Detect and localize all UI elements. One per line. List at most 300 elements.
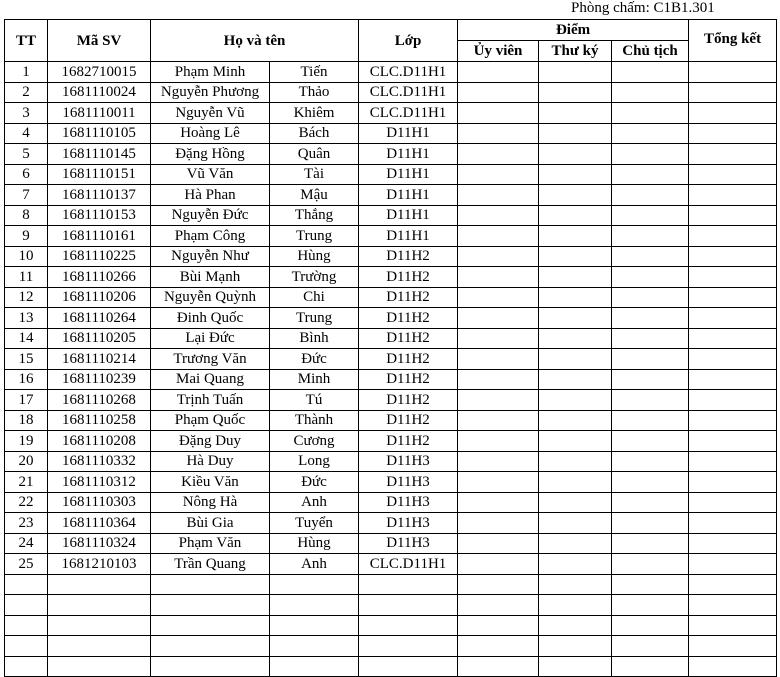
cell-ten: Anh (270, 492, 359, 513)
cell-thu-ky[interactable] (539, 492, 612, 513)
cell-tt: 4 (5, 123, 48, 144)
header-ho-va-ten: Họ và tên (151, 20, 359, 62)
cell-uy-vien[interactable] (458, 226, 539, 247)
cell-ho: Mai Quang (151, 369, 270, 390)
cell-lop: D11H2 (359, 267, 458, 288)
cell-chu-tich[interactable] (612, 451, 689, 472)
cell-ten: Trung (270, 308, 359, 329)
cell-tong-ket[interactable] (689, 533, 777, 554)
table-row (5, 267, 777, 288)
cell-uy-vien[interactable] (458, 451, 539, 472)
table-row (5, 513, 777, 534)
cell-uy-vien[interactable] (458, 390, 539, 411)
cell-ho: Hoàng Lê (151, 123, 270, 144)
cell-ma-sv: 1681110205 (48, 328, 151, 349)
cell-uy-vien[interactable] (458, 410, 539, 431)
cell-ho: Phạm Văn (151, 533, 270, 554)
cell-ho: Bùi Gia (151, 513, 270, 534)
cell-uy-vien[interactable] (458, 431, 539, 452)
cell-tt: 15 (5, 349, 48, 370)
cell-tt: 17 (5, 390, 48, 411)
table-row (5, 185, 777, 206)
cell-lop: D11H1 (359, 123, 458, 144)
cell-tt: 7 (5, 185, 48, 206)
cell-tt: 25 (5, 554, 48, 575)
table-row (5, 390, 777, 411)
cell-uy-vien[interactable] (458, 287, 539, 308)
cell-chu-tich[interactable] (612, 308, 689, 329)
cell-uy-vien[interactable] (458, 472, 539, 493)
cell-tong-ket[interactable] (689, 287, 777, 308)
cell-chu-tich[interactable] (612, 185, 689, 206)
cell-ma-sv: 1681110206 (48, 287, 151, 308)
cell-thu-ky[interactable] (539, 369, 612, 390)
cell-chu-tich[interactable] (612, 554, 689, 575)
cell-ho: Hà Phan (151, 185, 270, 206)
cell-thu-ky[interactable] (539, 308, 612, 329)
cell-ten: Hùng (270, 533, 359, 554)
table-row (5, 287, 777, 308)
cell-tong-ket[interactable] (689, 185, 777, 206)
cell-thu-ky[interactable] (539, 431, 612, 452)
cell-chu-tich[interactable] (612, 164, 689, 185)
cell-tt: 20 (5, 451, 48, 472)
empty-cell (539, 656, 612, 677)
cell-lop: D11H2 (359, 369, 458, 390)
cell-ten: Mậu (270, 185, 359, 206)
empty-cell (689, 574, 777, 595)
cell-tt: 13 (5, 308, 48, 329)
empty-cell (5, 656, 48, 677)
cell-chu-tich[interactable] (612, 82, 689, 103)
cell-ten: Hùng (270, 246, 359, 267)
header-chu-tich: Chủ tịch (612, 41, 689, 62)
cell-uy-vien[interactable] (458, 246, 539, 267)
cell-tt: 5 (5, 144, 48, 165)
cell-lop: D11H1 (359, 185, 458, 206)
empty-cell (5, 615, 48, 636)
cell-ma-sv: 1681110137 (48, 185, 151, 206)
cell-ma-sv: 1681110145 (48, 144, 151, 165)
cell-uy-vien[interactable] (458, 123, 539, 144)
cell-chu-tich[interactable] (612, 144, 689, 165)
cell-ten: Anh (270, 554, 359, 575)
header-tt: TT (5, 20, 48, 62)
cell-lop: D11H1 (359, 226, 458, 247)
cell-ma-sv: 1681110011 (48, 103, 151, 124)
cell-tt: 9 (5, 226, 48, 247)
room-label: Phòng chấm: C1B1.301 (571, 0, 715, 16)
cell-ma-sv: 1681110303 (48, 492, 151, 513)
cell-tong-ket[interactable] (689, 472, 777, 493)
cell-tong-ket[interactable] (689, 246, 777, 267)
cell-tt: 11 (5, 267, 48, 288)
cell-thu-ky[interactable] (539, 62, 612, 83)
cell-lop: D11H2 (359, 246, 458, 267)
cell-thu-ky[interactable] (539, 123, 612, 144)
cell-thu-ky[interactable] (539, 185, 612, 206)
cell-tong-ket[interactable] (689, 451, 777, 472)
header-uy-vien: Ủy viên (458, 41, 539, 62)
cell-tong-ket[interactable] (689, 82, 777, 103)
cell-thu-ky[interactable] (539, 267, 612, 288)
empty-cell (359, 574, 458, 595)
cell-lop: D11H1 (359, 205, 458, 226)
cell-tong-ket[interactable] (689, 410, 777, 431)
table-row (5, 349, 777, 370)
table-row (5, 103, 777, 124)
cell-uy-vien[interactable] (458, 554, 539, 575)
cell-tt: 6 (5, 164, 48, 185)
empty-cell (48, 595, 151, 616)
cell-thu-ky[interactable] (539, 164, 612, 185)
empty-cell (151, 595, 270, 616)
empty-cell (458, 636, 539, 657)
cell-ma-sv: 1681110105 (48, 123, 151, 144)
empty-cell (458, 656, 539, 677)
empty-cell (48, 636, 151, 657)
empty-cell (612, 595, 689, 616)
cell-tong-ket[interactable] (689, 62, 777, 83)
empty-cell (48, 656, 151, 677)
cell-chu-tich[interactable] (612, 328, 689, 349)
cell-thu-ky[interactable] (539, 533, 612, 554)
empty-cell (612, 615, 689, 636)
cell-tong-ket[interactable] (689, 390, 777, 411)
empty-cell (612, 636, 689, 657)
cell-uy-vien[interactable] (458, 205, 539, 226)
cell-ten: Tài (270, 164, 359, 185)
empty-cell (48, 574, 151, 595)
cell-thu-ky[interactable] (539, 82, 612, 103)
cell-lop: D11H3 (359, 492, 458, 513)
empty-cell (612, 656, 689, 677)
empty-cell (539, 574, 612, 595)
cell-ho: Nguyễn Quỳnh (151, 287, 270, 308)
cell-ho: Nguyễn Phương (151, 82, 270, 103)
cell-tong-ket[interactable] (689, 328, 777, 349)
cell-lop: D11H2 (359, 431, 458, 452)
cell-ten: Đức (270, 349, 359, 370)
cell-ma-sv: 1681110239 (48, 369, 151, 390)
table-row (5, 410, 777, 431)
cell-ma-sv: 1681210103 (48, 554, 151, 575)
cell-tong-ket[interactable] (689, 513, 777, 534)
cell-uy-vien[interactable] (458, 369, 539, 390)
cell-tt: 23 (5, 513, 48, 534)
cell-chu-tich[interactable] (612, 103, 689, 124)
cell-chu-tich[interactable] (612, 513, 689, 534)
cell-ten: Chi (270, 287, 359, 308)
cell-chu-tich[interactable] (612, 62, 689, 83)
cell-uy-vien[interactable] (458, 82, 539, 103)
cell-ten: Quân (270, 144, 359, 165)
cell-tt: 10 (5, 246, 48, 267)
cell-chu-tich[interactable] (612, 123, 689, 144)
cell-thu-ky[interactable] (539, 103, 612, 124)
cell-ma-sv: 1681110312 (48, 472, 151, 493)
empty-cell (689, 656, 777, 677)
cell-ho: Đinh Quốc (151, 308, 270, 329)
cell-ma-sv: 1681110324 (48, 533, 151, 554)
cell-ma-sv: 1682710015 (48, 62, 151, 83)
cell-chu-tich[interactable] (612, 472, 689, 493)
cell-ho: Trần Quang (151, 554, 270, 575)
cell-ten: Bình (270, 328, 359, 349)
cell-ho: Hà Duy (151, 451, 270, 472)
cell-tt: 18 (5, 410, 48, 431)
cell-lop: CLC.D11H1 (359, 103, 458, 124)
cell-chu-tich[interactable] (612, 492, 689, 513)
cell-ma-sv: 1681110264 (48, 308, 151, 329)
cell-lop: D11H3 (359, 472, 458, 493)
cell-thu-ky[interactable] (539, 451, 612, 472)
cell-uy-vien[interactable] (458, 144, 539, 165)
table-row (5, 451, 777, 472)
table-row (5, 123, 777, 144)
cell-thu-ky[interactable] (539, 513, 612, 534)
cell-thu-ky[interactable] (539, 205, 612, 226)
cell-uy-vien[interactable] (458, 328, 539, 349)
cell-ho: Kiều Văn (151, 472, 270, 493)
empty-cell (458, 574, 539, 595)
cell-chu-tich[interactable] (612, 349, 689, 370)
cell-tong-ket[interactable] (689, 431, 777, 452)
cell-tt: 14 (5, 328, 48, 349)
cell-tt: 3 (5, 103, 48, 124)
cell-chu-tich[interactable] (612, 267, 689, 288)
table-row (5, 164, 777, 185)
header-thu-ky: Thư ký (539, 41, 612, 62)
cell-uy-vien[interactable] (458, 185, 539, 206)
table-row (5, 533, 777, 554)
empty-cell (5, 574, 48, 595)
cell-ho: Vũ Văn (151, 164, 270, 185)
cell-tong-ket[interactable] (689, 554, 777, 575)
cell-tong-ket[interactable] (689, 144, 777, 165)
cell-thu-ky[interactable] (539, 554, 612, 575)
table-row (5, 226, 777, 247)
cell-uy-vien[interactable] (458, 513, 539, 534)
empty-row (5, 595, 777, 616)
cell-ten: Trường (270, 267, 359, 288)
cell-tong-ket[interactable] (689, 226, 777, 247)
cell-uy-vien[interactable] (458, 164, 539, 185)
cell-lop: D11H2 (359, 287, 458, 308)
cell-uy-vien[interactable] (458, 349, 539, 370)
cell-thu-ky[interactable] (539, 472, 612, 493)
empty-cell (270, 615, 359, 636)
empty-cell (270, 595, 359, 616)
empty-cell (151, 656, 270, 677)
cell-uy-vien[interactable] (458, 267, 539, 288)
table-row (5, 246, 777, 267)
cell-tt: 19 (5, 431, 48, 452)
cell-ten: Tiến (270, 62, 359, 83)
cell-lop: D11H2 (359, 328, 458, 349)
cell-lop: D11H2 (359, 390, 458, 411)
empty-row (5, 656, 777, 677)
cell-ten: Tuyển (270, 513, 359, 534)
cell-thu-ky[interactable] (539, 246, 612, 267)
cell-tong-ket[interactable] (689, 205, 777, 226)
table-row (5, 308, 777, 329)
cell-tong-ket[interactable] (689, 123, 777, 144)
cell-ten: Tú (270, 390, 359, 411)
cell-lop: D11H2 (359, 410, 458, 431)
cell-tong-ket[interactable] (689, 267, 777, 288)
table-row (5, 472, 777, 493)
cell-ten: Thành (270, 410, 359, 431)
empty-cell (539, 595, 612, 616)
cell-chu-tich[interactable] (612, 246, 689, 267)
cell-tt: 8 (5, 205, 48, 226)
empty-cell (151, 615, 270, 636)
empty-cell (458, 595, 539, 616)
cell-ho: Nguyễn Đức (151, 205, 270, 226)
empty-cell (5, 636, 48, 657)
cell-ma-sv: 1681110268 (48, 390, 151, 411)
cell-ho: Lại Đức (151, 328, 270, 349)
cell-lop: D11H3 (359, 533, 458, 554)
cell-ten: Thắng (270, 205, 359, 226)
cell-tt: 12 (5, 287, 48, 308)
cell-tt: 21 (5, 472, 48, 493)
cell-tt: 2 (5, 82, 48, 103)
empty-row (5, 636, 777, 657)
empty-cell (270, 636, 359, 657)
table-row (5, 205, 777, 226)
cell-tong-ket[interactable] (689, 103, 777, 124)
cell-tt: 1 (5, 62, 48, 83)
cell-tong-ket[interactable] (689, 369, 777, 390)
cell-tong-ket[interactable] (689, 492, 777, 513)
table-row (5, 62, 777, 83)
cell-thu-ky[interactable] (539, 410, 612, 431)
cell-ho: Trương Văn (151, 349, 270, 370)
cell-lop: CLC.D11H1 (359, 82, 458, 103)
cell-ho: Trịnh Tuấn (151, 390, 270, 411)
cell-ten: Long (270, 451, 359, 472)
empty-cell (689, 595, 777, 616)
cell-ho: Phạm Minh (151, 62, 270, 83)
cell-ho: Nguyễn Như (151, 246, 270, 267)
cell-ten: Đức (270, 472, 359, 493)
cell-ten: Trung (270, 226, 359, 247)
cell-ten: Cương (270, 431, 359, 452)
header-tong-ket: Tổng kết (689, 20, 777, 62)
table-row (5, 492, 777, 513)
empty-cell (359, 615, 458, 636)
cell-ten: Minh (270, 369, 359, 390)
cell-ma-sv: 1681110225 (48, 246, 151, 267)
table-row (5, 82, 777, 103)
table-row (5, 144, 777, 165)
cell-ho: Nguyễn Vũ (151, 103, 270, 124)
cell-ma-sv: 1681110266 (48, 267, 151, 288)
empty-cell (359, 595, 458, 616)
empty-cell (270, 574, 359, 595)
cell-ma-sv: 1681110364 (48, 513, 151, 534)
empty-row (5, 615, 777, 636)
cell-thu-ky[interactable] (539, 287, 612, 308)
empty-cell (48, 615, 151, 636)
cell-uy-vien[interactable] (458, 308, 539, 329)
cell-chu-tich[interactable] (612, 287, 689, 308)
cell-tt: 16 (5, 369, 48, 390)
empty-cell (270, 656, 359, 677)
header-diem: Điểm (458, 20, 689, 41)
student-rows (5, 62, 777, 677)
header-lop: Lớp (359, 20, 458, 62)
cell-thu-ky[interactable] (539, 349, 612, 370)
cell-ho: Nông Hà (151, 492, 270, 513)
empty-row (5, 574, 777, 595)
header-ma-sv: Mã SV (48, 20, 151, 62)
cell-tt: 24 (5, 533, 48, 554)
cell-chu-tich[interactable] (612, 390, 689, 411)
table-row (5, 328, 777, 349)
cell-ma-sv: 1681110208 (48, 431, 151, 452)
cell-tong-ket[interactable] (689, 308, 777, 329)
cell-tong-ket[interactable] (689, 349, 777, 370)
cell-ho: Đặng Duy (151, 431, 270, 452)
cell-lop: CLC.D11H1 (359, 554, 458, 575)
empty-cell (151, 574, 270, 595)
cell-chu-tich[interactable] (612, 205, 689, 226)
cell-uy-vien[interactable] (458, 492, 539, 513)
empty-cell (612, 574, 689, 595)
table-row (5, 431, 777, 452)
cell-uy-vien[interactable] (458, 62, 539, 83)
empty-cell (689, 615, 777, 636)
cell-ma-sv: 1681110024 (48, 82, 151, 103)
cell-chu-tich[interactable] (612, 431, 689, 452)
cell-thu-ky[interactable] (539, 328, 612, 349)
cell-thu-ky[interactable] (539, 390, 612, 411)
empty-cell (539, 636, 612, 657)
cell-chu-tich[interactable] (612, 533, 689, 554)
cell-tong-ket[interactable] (689, 164, 777, 185)
cell-lop: D11H1 (359, 144, 458, 165)
cell-ho: Phạm Công (151, 226, 270, 247)
cell-chu-tich[interactable] (612, 410, 689, 431)
cell-uy-vien[interactable] (458, 533, 539, 554)
cell-uy-vien[interactable] (458, 103, 539, 124)
cell-thu-ky[interactable] (539, 226, 612, 247)
cell-chu-tich[interactable] (612, 369, 689, 390)
cell-chu-tich[interactable] (612, 226, 689, 247)
table-row (5, 369, 777, 390)
empty-cell (359, 656, 458, 677)
cell-ma-sv: 1681110332 (48, 451, 151, 472)
cell-lop: D11H1 (359, 164, 458, 185)
table-row (5, 554, 777, 575)
empty-cell (151, 636, 270, 657)
cell-ma-sv: 1681110161 (48, 226, 151, 247)
empty-cell (359, 636, 458, 657)
cell-lop: D11H2 (359, 349, 458, 370)
cell-ho: Phạm Quốc (151, 410, 270, 431)
cell-thu-ky[interactable] (539, 144, 612, 165)
empty-cell (689, 636, 777, 657)
empty-cell (458, 615, 539, 636)
cell-lop: D11H3 (359, 451, 458, 472)
cell-ho: Bùi Mạnh (151, 267, 270, 288)
cell-lop: CLC.D11H1 (359, 62, 458, 83)
grading-table (4, 19, 777, 677)
cell-ten: Khiêm (270, 103, 359, 124)
